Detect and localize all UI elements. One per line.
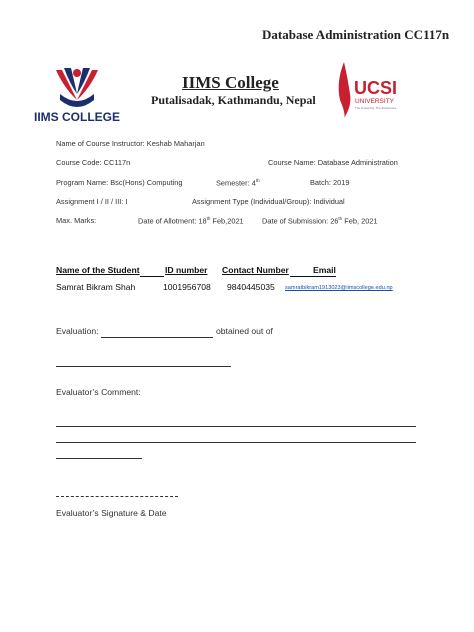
iims-logo <box>33 64 121 134</box>
signature-label: Evaluator’s Signature & Date <box>56 508 167 518</box>
document-header-title: Database Administration CC117n <box>262 27 450 42</box>
college-name: IIMS College <box>182 73 279 92</box>
ucsi-logo-text: UCSI <box>354 78 398 98</box>
evaluation-label: Evaluation: <box>56 326 99 336</box>
program-name: Program Name: Bsc(Hons) Computing <box>56 178 183 187</box>
evaluation-blank-line <box>101 337 213 338</box>
date-of-allotment <box>138 216 244 225</box>
table-header-email: Email <box>313 265 336 275</box>
course-name: Course Name: Database Administration <box>268 158 398 167</box>
max-marks: Max. Marks: <box>56 216 97 225</box>
submission-sup: th <box>338 216 343 221</box>
student-id: 1001956708 <box>163 282 211 292</box>
table-header-id: ID number <box>165 265 208 275</box>
header-underline-email <box>290 276 336 277</box>
instructor-line: Name of Course Instructor: Keshab Maharjan <box>56 139 205 148</box>
evaluation-obtained-text: obtained out of <box>216 326 273 336</box>
allotment-sup: th <box>206 216 211 221</box>
date-of-submission <box>262 216 378 225</box>
semester <box>216 178 260 187</box>
course-code: Course Code: CC117n <box>56 158 131 167</box>
submission-pre: Date of Submission: 26 <box>262 216 339 226</box>
signature-line <box>56 496 178 497</box>
assignment-number: Assignment I / II / III: I <box>56 197 128 206</box>
college-address: Putalisadak, Kathmandu, Nepal <box>151 93 316 107</box>
comment-line-2 <box>56 442 416 443</box>
allotment-post: Feb,2021 <box>210 216 244 226</box>
batch: Batch: 2019 <box>310 178 350 187</box>
student-name: Samrat Bikram Shah <box>56 282 136 292</box>
student-email-link[interactable]: samratbikram1913023@iimscollege.edu.np <box>285 285 393 291</box>
student-contact: 9840445035 <box>227 282 275 292</box>
ucsi-logo <box>334 60 414 120</box>
comment-line-3 <box>56 458 142 459</box>
assignment-type: Assignment Type (Individual/Group): Individual <box>192 197 345 206</box>
evaluation-out-of-line <box>56 366 231 367</box>
evaluator-comment-label: Evaluator’s Comment: <box>56 387 141 397</box>
table-header-name: Name of the Student <box>56 265 140 275</box>
ucsi-logo-subtext: UNIVERSITY <box>355 98 395 105</box>
iims-logo-text: IIMS COLLEGE <box>33 110 121 124</box>
submission-post: Feb, 2021 <box>342 216 378 226</box>
semester-text: Semester: 4 <box>216 178 256 188</box>
table-header-contact: Contact Number <box>222 265 289 275</box>
header-underline-gap-1 <box>140 276 164 277</box>
ucsi-tagline: The University, The Experience <box>355 106 397 110</box>
comment-line-1 <box>56 426 416 427</box>
semester-sup: th <box>255 178 260 183</box>
allotment-pre: Date of Allotment: 18 <box>138 216 207 226</box>
